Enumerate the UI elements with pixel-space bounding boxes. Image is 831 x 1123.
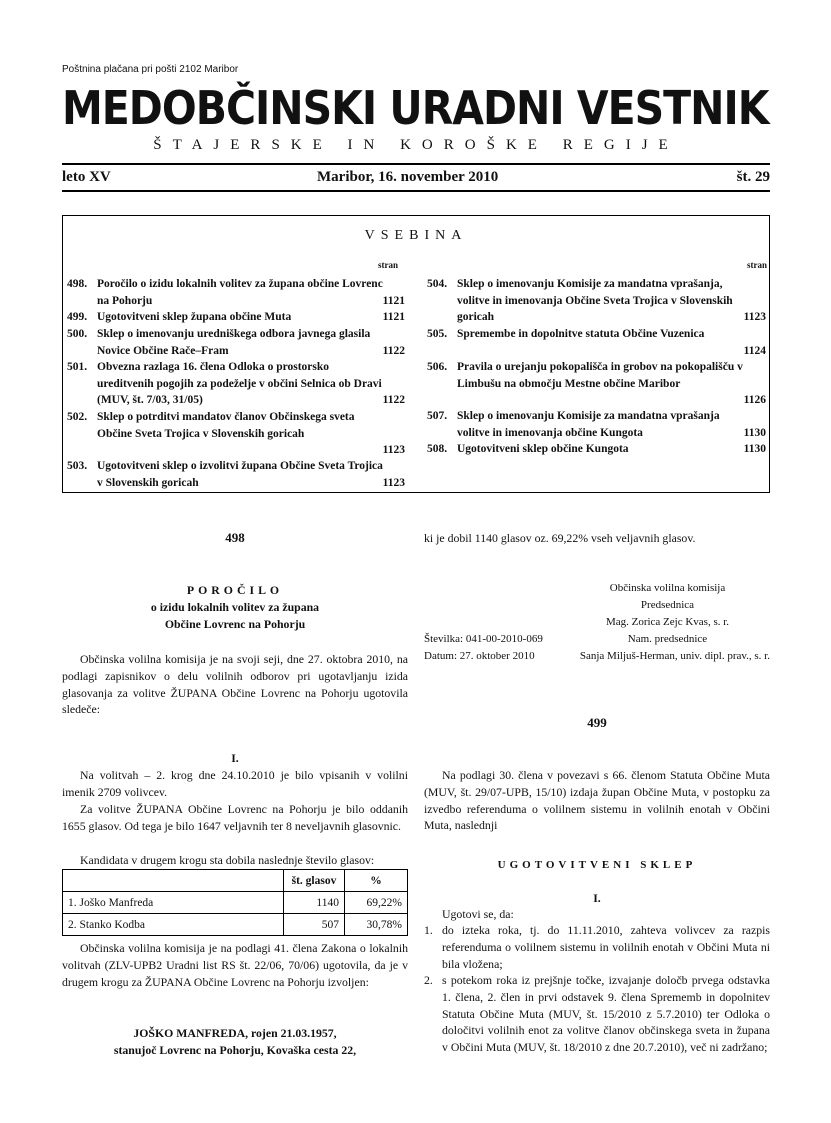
doc-498-para-1: Na volitvah – 2. krog dne 24.10.2010 je bilo vpisanih v volilni imenik 2709 volivcev. <box>62 768 408 799</box>
toc-item-title: Ugotovitveni sklep o izvolitvi župana Občine Sveta Trojica v Slovenskih goricah <box>97 460 383 489</box>
toc-item-page: 1123 <box>382 444 405 456</box>
doc-498-para-3: Kandidata v drugem krogu sta dobila naslednje število glasov: <box>80 853 375 867</box>
toc-item-title: Ugotovitveni sklep občine Kungota <box>457 443 629 455</box>
toc-title: VSEBINA <box>364 228 468 243</box>
table-row <box>63 892 408 914</box>
doc-498-section: I. <box>231 751 239 765</box>
doc-498-continued: ki je dobil 1140 glasov oz. 69,22% vseh veljavnih glasov. <box>424 531 696 545</box>
toc-item-number: 508. <box>427 443 448 455</box>
list-item-text: s potekom roka iz prejšnje točke, izvajanje določb prvega odstavka 1. člena, 2. člen in prvi odstavek 9. člena Sprememb in dopolnitev Statuta Občine Muta (MUV, št. 15/2010 z 5.7.2010) ter Odloka o določitvi volilnih enot za volitve članov občinskega sveta in župana v Občini Muta (MUV, št. 18/2010 z dne 20.7.2010), več ni zadržano; <box>442 973 770 1055</box>
toc-item-page: 1123 <box>743 311 766 323</box>
toc-item-title: Sklep o imenovanju uredniškega odbora javnega glasila Novice Občine Rače–Fram <box>97 328 371 357</box>
doc-499-heading: UGOTOVITVENI SKLEP <box>497 859 697 871</box>
doc-498-heading: POROČILO <box>186 583 284 597</box>
list-item-number: 1. <box>424 923 433 937</box>
header-rule-top <box>62 163 770 165</box>
toc-item-number: 507. <box>427 410 448 422</box>
toc-item-number: 505. <box>427 328 448 340</box>
doc-498-reference: Številka: 041-00-2010-069 <box>424 633 543 645</box>
table-row <box>63 914 408 936</box>
toc-item-number: 502. <box>67 411 88 423</box>
table-of-contents <box>62 215 770 493</box>
candidate-percent: 69,22% <box>345 892 408 914</box>
doc-499-number: 499 <box>587 715 607 730</box>
candidate-name: 2. Stanko Kodba <box>63 914 284 936</box>
doc-498-para-2: Za volitve ŽUPANA Občine Lovrenc na Pohorju je bilo oddanih 1655 glasov. Od tega je bilo 1647 veljavnih ter 8 neveljavnih glasovnic. <box>62 802 408 833</box>
toc-item-page: 1121 <box>382 294 405 307</box>
doc-499-intro: Na podlagi 30. člena v povezavi s 66. členom Statuta Občine Muta (MUV, št. 29/07-UPB, 15/10) izdaja župan Občine Muta, v postopku za izvedbo referenduma o volilnem sistemu in volilnih enotah v Občini Muta, naslednji <box>424 768 770 833</box>
table-header-cell <box>63 870 284 892</box>
signature-role-2: Nam. predsednice <box>627 633 708 645</box>
table-header-cell: % <box>345 870 408 892</box>
toc-item-title: Sklep o imenovanju Komisije za mandatna vprašanja, volitve in imenovanja Občine Sveta Trojica v Slovenskih goricah <box>457 278 733 323</box>
signature-body: Občinska volilna komisija <box>609 582 726 594</box>
candidate-name: 1. Joško Manfreda <box>63 892 284 914</box>
signature-name-1: Mag. Zorica Zejc Kvas, s. r. <box>605 616 730 628</box>
publication-title: MEDOBČINSKI URADNI VESTNIK <box>62 81 769 136</box>
toc-item-title: Sklep o imenovanju Komisije za mandatna vprašanja volitve in imenovanja občine Kungota <box>457 410 720 439</box>
toc-page-header-right: stran <box>747 260 767 270</box>
doc-498-para-4: Občinska volilna komisija je na podlagi 41. člena Zakona o lokalnih volitvah (ZLV-UPB2 Uradni list RS št. 22/06, 70/06) ugotovila, da je v drugem krogu za ŽUPANA Občine Lovrenc na Pohorju izvoljen: <box>62 941 408 989</box>
toc-page-header-left: stran <box>378 260 398 270</box>
toc-item-number: 503. <box>67 460 88 472</box>
postal-note: Poštnina plačana pri pošti 2102 Maribor <box>62 64 239 75</box>
toc-item-page: 1122 <box>382 394 405 406</box>
doc-498-intro: Občinska volilna komisija je na svoji seji, dne 27. oktobra 2010, na podlagi zapisnikov o delu volilnih odborov pri ugotavljanju izida glasovanja za volitve ŽUPANA Občine Lovrenc na Pohorju ugotovila sledeče: <box>62 652 408 717</box>
doc-498-subheading-2: Občine Lovrenc na Pohorju <box>164 617 306 631</box>
toc-item-title: Obvezna razlaga 16. člena Odloka o prostorsko ureditvenih pogojih za podeželje v občini Selnica ob Dravi (MUV, št. 7/03, 31/05) <box>97 361 382 406</box>
doc-498-date: Datum: 27. oktober 2010 <box>424 650 535 662</box>
toc-item-page: 1130 <box>743 443 766 455</box>
publication-subtitle: ŠTAJERSKE IN KOROŠKE REGIJE <box>153 137 679 153</box>
toc-item-title: Sklep o potrditvi mandatov članov Občinskega sveta Občine Sveta Trojica v Slovenskih goricah <box>97 411 355 440</box>
toc-item-number: 500. <box>67 328 88 340</box>
toc-item-498[interactable] <box>67 276 405 309</box>
list-item-text: do izteka roka, tj. do 11.11.2010, zahteva volivcev za razpis referenduma o volilnem sistemu in volilnih enotah v Občini Muta ni bila vložena; <box>442 923 770 971</box>
toc-item-page: 1123 <box>382 476 405 489</box>
list-item-number: 2. <box>424 973 433 987</box>
elected-address: stanujoč Lovrenc na Pohorju, Kovaška cesta 22, <box>113 1043 357 1057</box>
toc-item-number: 501. <box>67 361 88 373</box>
toc-item-number: 498. <box>67 278 88 290</box>
toc-item-number: 499. <box>67 311 88 323</box>
issue-place-date: Maribor, 16. november 2010 <box>317 169 499 185</box>
candidate-votes: 507 <box>284 914 345 936</box>
table-header-row <box>63 870 408 892</box>
toc-item-title: Spremembe in dopolnitve statuta Občine Vuzenica <box>457 328 705 340</box>
doc-499-lead: Ugotovi se, da: <box>442 907 514 921</box>
toc-item-page: 1122 <box>382 344 405 357</box>
toc-item-page: 1121 <box>382 311 405 323</box>
doc-499-section: I. <box>593 891 601 905</box>
signature-name-2: Sanja Miljuš-Herman, univ. dipl. prav., s. r. <box>579 650 770 662</box>
toc-item-title: Pravila o urejanju pokopališča in grobov na pokopališču v Limbušu na območju Mestne občine Maribor <box>457 361 743 390</box>
toc-item-page: 1126 <box>743 394 766 406</box>
table-header-cell: št. glasov <box>284 870 345 892</box>
candidate-votes: 1140 <box>284 892 345 914</box>
signature-role-1: Predsednica <box>640 599 695 611</box>
issue-number: št. 29 <box>736 169 770 185</box>
doc-498-number: 498 <box>225 530 245 545</box>
doc-499-item-1 <box>424 922 770 972</box>
header-rule-bottom <box>62 190 770 192</box>
toc-item-title: Ugotovitveni sklep župana občine Muta <box>97 311 292 323</box>
doc-498-subheading-1: o izidu lokalnih volitev za župana <box>150 600 320 614</box>
doc-499-item-2 <box>424 972 770 1056</box>
toc-item-number: 504. <box>427 278 448 290</box>
candidates-table <box>62 869 408 936</box>
toc-item-number: 506. <box>427 361 448 373</box>
toc-item-title: Poročilo o izidu lokalnih volitev za župana občine Lovrenc na Pohorju <box>97 278 383 307</box>
toc-item-page: 1124 <box>743 344 766 357</box>
toc-item-page: 1130 <box>743 426 766 439</box>
elected-name: JOŠKO MANFREDA, rojen 21.03.1957, <box>133 1026 337 1040</box>
candidate-percent: 30,78% <box>345 914 408 936</box>
issue-year: leto XV <box>62 169 111 185</box>
